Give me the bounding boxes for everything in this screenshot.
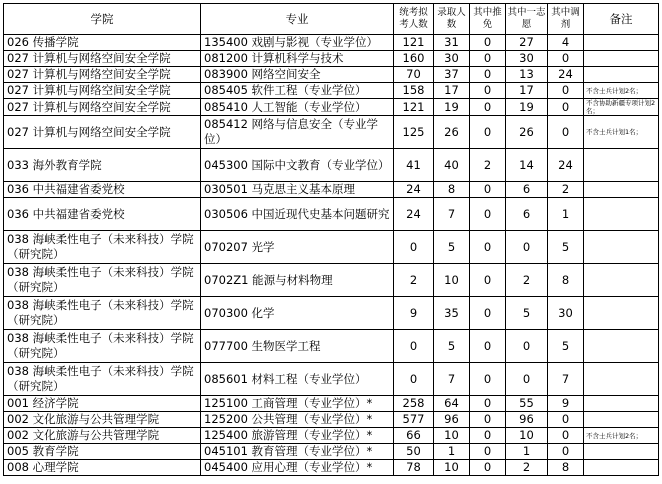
admitted-cell: 17 xyxy=(434,83,470,99)
recommend-cell: 2 xyxy=(470,149,506,182)
planned-cell: 158 xyxy=(394,83,434,99)
college-cell: 002 文化旅游与公共管理学院 xyxy=(4,428,201,444)
table-row xyxy=(4,35,659,51)
table-row xyxy=(4,198,659,231)
planned-cell: 258 xyxy=(394,396,434,412)
table-row xyxy=(4,396,659,412)
recommend-cell: 0 xyxy=(470,264,506,297)
college-cell: 002 文化旅游与公共管理学院 xyxy=(4,412,201,428)
remark-cell xyxy=(584,363,659,396)
recommend-cell: 0 xyxy=(470,51,506,67)
first-choice-cell: 0 xyxy=(506,363,548,396)
first-choice-cell: 96 xyxy=(506,412,548,428)
remark-cell xyxy=(584,67,659,83)
remark-cell xyxy=(584,35,659,51)
recommend-cell: 0 xyxy=(470,330,506,363)
first-choice-cell: 19 xyxy=(506,99,548,116)
remark-cell xyxy=(584,231,659,264)
admitted-cell: 19 xyxy=(434,99,470,116)
admitted-cell: 1 xyxy=(434,444,470,460)
planned-cell: 577 xyxy=(394,412,434,428)
remark-cell xyxy=(584,51,659,67)
first-choice-cell: 6 xyxy=(506,182,548,198)
recommend-cell: 0 xyxy=(470,83,506,99)
planned-cell: 70 xyxy=(394,67,434,83)
recommend-cell: 0 xyxy=(470,99,506,116)
recommend-cell: 0 xyxy=(470,116,506,149)
major-cell: 085410 人工智能（专业学位） xyxy=(201,99,394,116)
first-choice-cell: 26 xyxy=(506,116,548,149)
major-cell: 070207 光学 xyxy=(201,231,394,264)
adjusted-cell: 0 xyxy=(548,412,584,428)
admission-table xyxy=(3,3,659,476)
planned-cell: 24 xyxy=(394,182,434,198)
header-major: 专业 xyxy=(201,4,394,35)
recommend-cell: 0 xyxy=(470,460,506,476)
remark-cell xyxy=(584,396,659,412)
first-choice-cell: 14 xyxy=(506,149,548,182)
major-cell: 030506 中国近现代史基本问题研究 xyxy=(201,198,394,231)
table-row xyxy=(4,444,659,460)
remark-cell: 不含士兵计划2名； xyxy=(584,83,659,99)
table-row xyxy=(4,67,659,83)
college-cell: 001 经济学院 xyxy=(4,396,201,412)
planned-cell: 121 xyxy=(394,35,434,51)
admitted-cell: 8 xyxy=(434,182,470,198)
table-row xyxy=(4,330,659,363)
planned-cell: 41 xyxy=(394,149,434,182)
major-cell: 030501 马克思主义基本原理 xyxy=(201,182,394,198)
major-cell: 085405 软件工程（专业学位） xyxy=(201,83,394,99)
remark-cell xyxy=(584,264,659,297)
adjusted-cell: 0 xyxy=(548,51,584,67)
table-row xyxy=(4,51,659,67)
major-cell: 083900 网络空间安全 xyxy=(201,67,394,83)
remark-cell xyxy=(584,182,659,198)
recommend-cell: 0 xyxy=(470,182,506,198)
major-cell: 125100 工商管理（专业学位）* xyxy=(201,396,394,412)
college-cell: 036 中共福建省委党校 xyxy=(4,182,201,198)
recommend-cell: 0 xyxy=(470,412,506,428)
first-choice-cell: 55 xyxy=(506,396,548,412)
first-choice-cell: 6 xyxy=(506,198,548,231)
admitted-cell: 10 xyxy=(434,428,470,444)
remark-cell xyxy=(584,149,659,182)
adjusted-cell: 8 xyxy=(548,460,584,476)
college-cell: 005 教育学院 xyxy=(4,444,201,460)
admitted-cell: 5 xyxy=(434,330,470,363)
adjusted-cell: 7 xyxy=(548,363,584,396)
major-cell: 135400 戏剧与影视（专业学位） xyxy=(201,35,394,51)
major-cell: 125200 公共管理（专业学位）* xyxy=(201,412,394,428)
admitted-cell: 5 xyxy=(434,231,470,264)
remark-cell xyxy=(584,412,659,428)
table-row xyxy=(4,428,659,444)
adjusted-cell: 0 xyxy=(548,428,584,444)
adjusted-cell: 8 xyxy=(548,264,584,297)
first-choice-cell: 10 xyxy=(506,428,548,444)
major-cell: 125400 旅游管理（专业学位）* xyxy=(201,428,394,444)
admitted-cell: 64 xyxy=(434,396,470,412)
college-cell: 027 计算机与网络空间安全学院 xyxy=(4,99,201,116)
adjusted-cell: 0 xyxy=(548,99,584,116)
planned-cell: 0 xyxy=(394,231,434,264)
remark-cell xyxy=(584,330,659,363)
adjusted-cell: 2 xyxy=(548,182,584,198)
table-row xyxy=(4,99,659,116)
recommend-cell: 0 xyxy=(470,428,506,444)
recommend-cell: 0 xyxy=(470,67,506,83)
recommend-cell: 0 xyxy=(470,363,506,396)
adjusted-cell: 0 xyxy=(548,83,584,99)
table-row xyxy=(4,363,659,396)
recommend-cell: 0 xyxy=(470,444,506,460)
adjusted-cell: 4 xyxy=(548,35,584,51)
recommend-cell: 0 xyxy=(470,35,506,51)
major-cell: 085412 网络与信息安全（专业学位） xyxy=(201,116,394,149)
major-cell: 081200 计算机科学与技术 xyxy=(201,51,394,67)
remark-cell: 不含士兵计划2名； xyxy=(584,428,659,444)
major-cell: 085601 材料工程（专业学位） xyxy=(201,363,394,396)
adjusted-cell: 24 xyxy=(548,67,584,83)
first-choice-cell: 1 xyxy=(506,444,548,460)
recommend-cell: 0 xyxy=(470,231,506,264)
admitted-cell: 7 xyxy=(434,363,470,396)
planned-cell: 160 xyxy=(394,51,434,67)
first-choice-cell: 0 xyxy=(506,231,548,264)
first-choice-cell: 27 xyxy=(506,35,548,51)
table-row xyxy=(4,149,659,182)
header-recommend: 其中推免 xyxy=(470,4,506,35)
college-cell: 038 海峡柔性电子（未来科技）学院（研究院） xyxy=(4,363,201,396)
first-choice-cell: 0 xyxy=(506,330,548,363)
planned-cell: 66 xyxy=(394,428,434,444)
table-body xyxy=(4,35,659,476)
table-row xyxy=(4,182,659,198)
major-cell: 0702Z1 能源与材料物理 xyxy=(201,264,394,297)
table-row xyxy=(4,297,659,330)
table-row xyxy=(4,231,659,264)
admitted-cell: 10 xyxy=(434,460,470,476)
college-cell: 038 海峡柔性电子（未来科技）学院（研究院） xyxy=(4,264,201,297)
adjusted-cell: 0 xyxy=(548,116,584,149)
college-cell: 038 海峡柔性电子（未来科技）学院（研究院） xyxy=(4,231,201,264)
first-choice-cell: 30 xyxy=(506,51,548,67)
admitted-cell: 35 xyxy=(434,297,470,330)
adjusted-cell: 0 xyxy=(548,444,584,460)
recommend-cell: 0 xyxy=(470,198,506,231)
header-adjusted: 其中调剂 xyxy=(548,4,584,35)
college-cell: 026 传播学院 xyxy=(4,35,201,51)
planned-cell: 2 xyxy=(394,264,434,297)
first-choice-cell: 13 xyxy=(506,67,548,83)
admitted-cell: 26 xyxy=(434,116,470,149)
remark-cell: 不含协助新疆专项计划2名； xyxy=(584,99,659,116)
major-cell: 045400 应用心理（专业学位）* xyxy=(201,460,394,476)
planned-cell: 50 xyxy=(394,444,434,460)
adjusted-cell: 5 xyxy=(548,231,584,264)
admitted-cell: 7 xyxy=(434,198,470,231)
remark-cell xyxy=(584,460,659,476)
college-cell: 027 计算机与网络空间安全学院 xyxy=(4,51,201,67)
header-college: 学院 xyxy=(4,4,201,35)
admitted-cell: 37 xyxy=(434,67,470,83)
college-cell: 038 海峡柔性电子（未来科技）学院（研究院） xyxy=(4,297,201,330)
table-header-row xyxy=(4,4,659,35)
college-cell: 038 海峡柔性电子（未来科技）学院（研究院） xyxy=(4,330,201,363)
planned-cell: 78 xyxy=(394,460,434,476)
major-cell: 077700 生物医学工程 xyxy=(201,330,394,363)
admitted-cell: 30 xyxy=(434,51,470,67)
admitted-cell: 31 xyxy=(434,35,470,51)
header-remarks: 备注 xyxy=(584,4,659,35)
planned-cell: 0 xyxy=(394,330,434,363)
planned-cell: 9 xyxy=(394,297,434,330)
table-row xyxy=(4,264,659,297)
adjusted-cell: 9 xyxy=(548,396,584,412)
college-cell: 033 海外教育学院 xyxy=(4,149,201,182)
admitted-cell: 40 xyxy=(434,149,470,182)
adjusted-cell: 30 xyxy=(548,297,584,330)
college-cell: 027 计算机与网络空间安全学院 xyxy=(4,67,201,83)
remark-cell xyxy=(584,297,659,330)
major-cell: 045300 国际中文教育（专业学位） xyxy=(201,149,394,182)
remark-cell xyxy=(584,444,659,460)
college-cell: 036 中共福建省委党校 xyxy=(4,198,201,231)
recommend-cell: 0 xyxy=(470,396,506,412)
remark-cell xyxy=(584,198,659,231)
planned-cell: 0 xyxy=(394,363,434,396)
remark-cell: 不含士兵计划1名； xyxy=(584,116,659,149)
adjusted-cell: 1 xyxy=(548,198,584,231)
first-choice-cell: 5 xyxy=(506,297,548,330)
first-choice-cell: 2 xyxy=(506,460,548,476)
major-cell: 070300 化学 xyxy=(201,297,394,330)
first-choice-cell: 17 xyxy=(506,83,548,99)
college-cell: 027 计算机与网络空间安全学院 xyxy=(4,116,201,149)
table-row xyxy=(4,116,659,149)
header-admitted: 录取人数 xyxy=(434,4,470,35)
first-choice-cell: 2 xyxy=(506,264,548,297)
major-cell: 045101 教育管理（专业学位）* xyxy=(201,444,394,460)
adjusted-cell: 5 xyxy=(548,330,584,363)
header-first-choice: 其中一志愿 xyxy=(506,4,548,35)
admitted-cell: 10 xyxy=(434,264,470,297)
table-row xyxy=(4,412,659,428)
planned-cell: 125 xyxy=(394,116,434,149)
adjusted-cell: 24 xyxy=(548,149,584,182)
college-cell: 027 计算机与网络空间安全学院 xyxy=(4,83,201,99)
planned-cell: 121 xyxy=(394,99,434,116)
table-row xyxy=(4,83,659,99)
table-row xyxy=(4,460,659,476)
header-planned: 统考拟考人数 xyxy=(394,4,434,35)
admitted-cell: 96 xyxy=(434,412,470,428)
planned-cell: 24 xyxy=(394,198,434,231)
recommend-cell: 0 xyxy=(470,297,506,330)
college-cell: 008 心理学院 xyxy=(4,460,201,476)
